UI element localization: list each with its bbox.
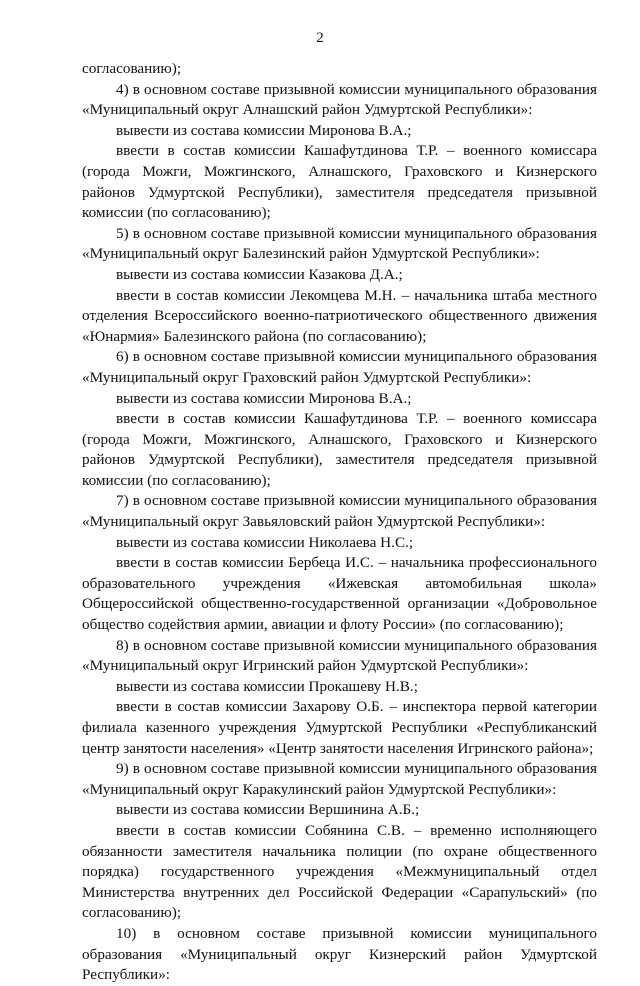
paragraph: ввести в состав комиссии Лекомцева М.Н. – начальника штаба местного отделения Всероссийского военно-патриотического общественного движения «Юнармия» Балезинского района (по согласованию); [82, 286, 597, 345]
paragraph: ввести в состав комиссии Бербеца И.С. – начальника профессионального образовательного учреждения «Ижевская автомобильная школа» Общероссийской общественно-государственной организации «Добровольное общество содействия армии, авиации и флоту России» (по согласованию); [82, 554, 597, 634]
paragraph: 8) в основном составе призывной комиссии муниципального образования «Муниципальный округ Игринский район Удмуртской Республики»: [82, 636, 597, 675]
paragraph: вывести из состава комиссии Миронова В.А.; [116, 389, 412, 407]
paragraph: вывести из состава комиссии Миронова В.А.; [116, 121, 412, 139]
paragraph: ввести в состав комиссии Кашафутдинова Т.Р. – военного комиссара (города Можги, Можгинского, Алнашского, Граховского и Кизнерского районов Удмуртской Республики), заместителя председателя призывной комиссии (по согласованию); [82, 410, 597, 489]
paragraph: вывести из состава комиссии Казакова Д.А.; [116, 265, 403, 283]
paragraph: 9) в основном составе призывной комиссии муниципального образования «Муниципальный округ Каракулинский район Удмуртской Республики»: [82, 760, 597, 798]
paragraph: вывести из состава комиссии Николаева Н.С.; [116, 533, 414, 551]
document-body [82, 59, 597, 986]
paragraph: 4) в основном составе призывной комиссии муниципального образования «Муниципальный округ Алнашский район Удмуртской Республики»: [82, 80, 597, 119]
paragraph: ввести в состав комиссии Захарову О.Б. – инспектора первой категории филиала казенного учреждения Удмуртской Республики «Республиканский центр занятости населения» «Центр занятости населения Игринского района»; [82, 698, 597, 757]
paragraph: вывести из состава комиссии Прокашеву Н.В.; [116, 677, 418, 695]
paragraph: 5) в основном составе призывной комиссии муниципального образования «Муниципальный округ Балезинский район Удмуртской Республики»: [82, 224, 597, 263]
paragraph: 10) в основном составе призывной комиссии муниципального образования «Муниципальный округ Кизнерский район Удмуртской Республики»: [82, 924, 597, 984]
paragraph: согласованию); [82, 60, 182, 77]
paragraph: ввести в состав комиссии Кашафутдинова Т.Р. – военного комиссара (города Можги, Можгинского, Алнашского, Граховского и Кизнерского районов Удмуртской Республики), заместителя председателя призывной комиссии (по согласованию); [82, 142, 597, 222]
page-number: 2 [316, 30, 324, 46]
paragraph: 7) в основном составе призывной комиссии муниципального образования «Муниципальный округ Завьяловский район Удмуртской Республики»: [82, 492, 597, 531]
paragraph: вывести из состава комиссии Вершинина А.Б.; [116, 801, 420, 819]
paragraph: 6) в основном составе призывной комиссии муниципального образования «Муниципальный округ Граховский район Удмуртской Республики»: [82, 348, 597, 386]
paragraph: ввести в состав комиссии Собянина С.В. – временно исполняющего обязанности заместителя начальника полиции (по охране общественного порядка) государственного учреждения «Межмуниципальный отдел Министерства внутренних дел Российской Федерации «Сарапульский» (по согласованию); [82, 821, 597, 922]
